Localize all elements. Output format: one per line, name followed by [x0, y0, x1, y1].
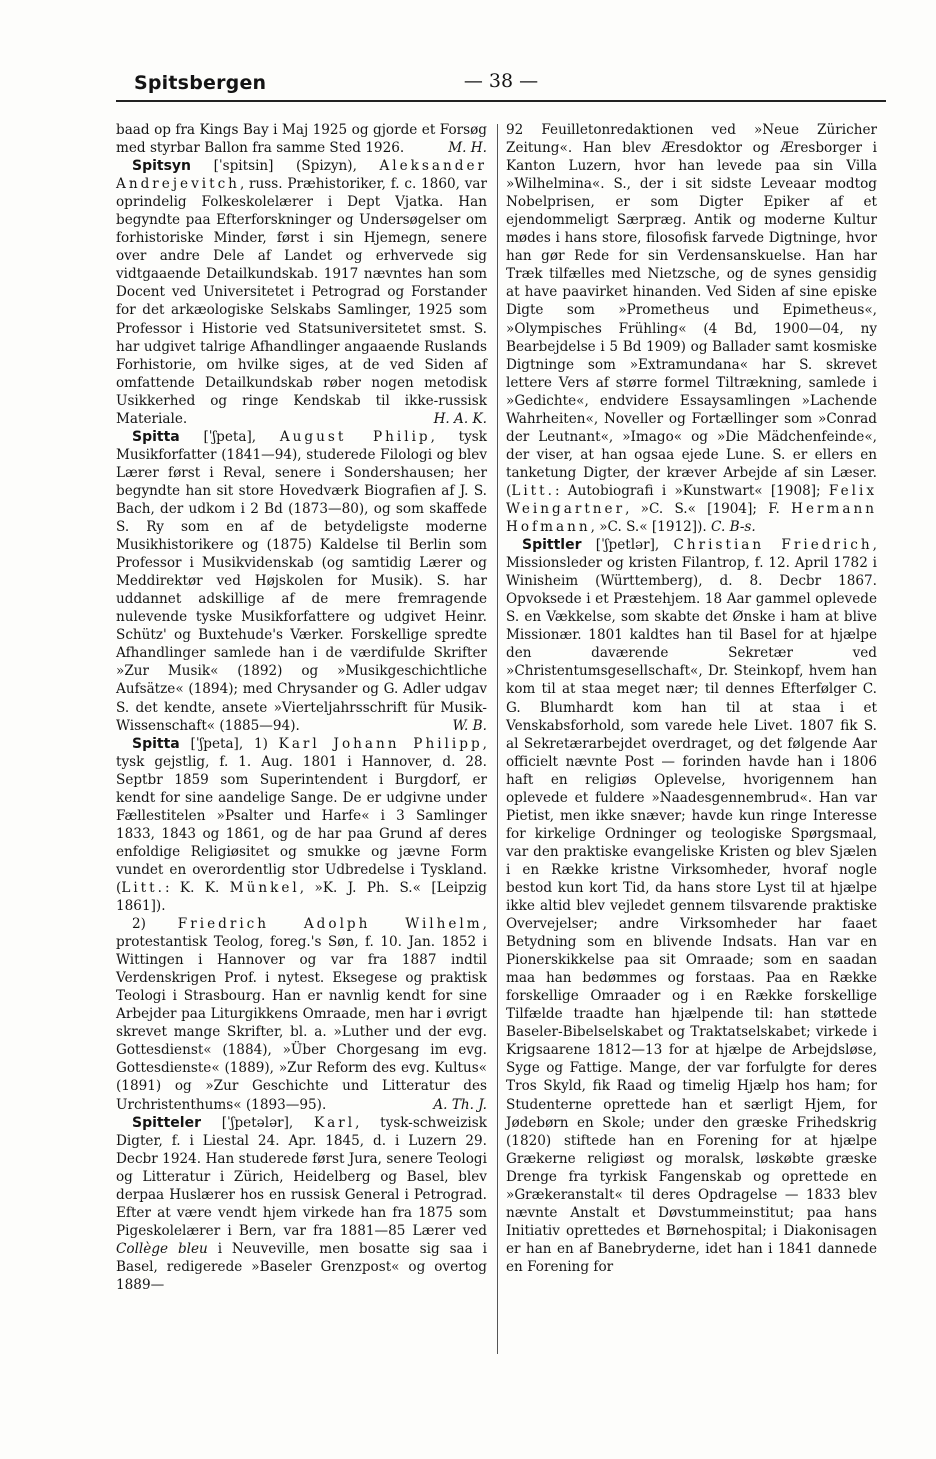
entry-text: i Neuveville, men bosatte sig saa i Basel, redigerede »Baseler Grenzpost« og overtog 1889—: [116, 1240, 487, 1293]
headword: Spitta: [132, 428, 180, 445]
headword: Spitteler: [132, 1114, 201, 1131]
entry-text: , russ. Præhistoriker, f. c. 1860, var oprindelig Folkeskolelærer i Dept Vjatka. Han begyndte paa Efterforskninger og Undersøgelser om forhistoriske Minder, først i sin Hjemegn, senere over andre Dele af Landet og erhvervede sig vidtgaaende Detailkundskab. 1917 nævntes han som Docent ved Universitetet i Petrograd og Forstander for det arkæologiske Selskabs Samlinger, 1925 som Professor i Historie ved Statsuniversitetet smst. S. har udgivet talrige Afhandlinger angaaende Ruslands Forhistorie, om hvilke siges, at de ved Siden af omfattende Detailkundskab røber nogen metodisk Usikkerhed og ringe Kendskab til ikke-russisk Materiale.: [116, 176, 487, 427]
italic-title: Collège bleu: [116, 1240, 208, 1257]
litt-label: Litt.: [121, 879, 165, 896]
entry-continuation: [506, 121, 877, 536]
spaced-names: Karl: [314, 1114, 356, 1131]
pronunciation: [ˈʃpeta], 1): [179, 735, 279, 752]
entry-spittler: [506, 536, 877, 1276]
entry-text: , »K. J. Ph. S.« [Leipzig 1861]).: [116, 879, 487, 915]
entry-text: 92 Feuilletonredaktionen ved »Neue Züricher Zeitung«. Han blev Æresdoktor og Æresborger i Kanton Luzern, hvor han levede paa sin Villa »Wilhelmina«. S., der i sit sidste Leveaar modtog Nobelprisen, er som Digter Epiker af et ejendommeligt Særpræg. Antik og moderne Kultur mødes i hans store, filosofisk farvede Digtninge, hvor han gør Rede for sin Verdensanskuelse. Han har Træk tilfælles med Nietzsche, og de synes gensidig at have paavirket hinanden. Ved Siden af sine episke Digte som »Prometheus und Epimetheus«, »Olympisches Frühling« (4 Bd, 1900—04, ny Bearbejdelse i 5 Bd 1909) og Ballader samt kosmiske Digtninge som »Extramundana« har S. skrevet lettere Vers af større formel Tiltrækning, samlede i »Gedichte«, endvidere Essaysamlingen »Lachende Wahrheiten«, Noveller og Fortællinger som »Conrad der Leutnant«, »Imago« og »Die Mädchenfeinde«, der viser, at han ogsaa ejede Lune. S. er ellers en tanketung Digter, der kræver Arbejde af sin Læser. (: [506, 122, 877, 499]
spaced-names: Christian Friedrich: [673, 537, 873, 554]
spaced-names: August Philip: [279, 428, 431, 445]
page-number: — 38 —: [463, 70, 539, 92]
author-signature: W. B.: [452, 717, 487, 734]
entry-text: baad op fra Kings Bay i Maj 1925 og gjorde et Forsøg med styrbar Ballon fra samme Sted 1926.: [116, 122, 487, 157]
spaced-names: Aleksander Andrejevitch: [116, 158, 487, 193]
litt-label: Litt.: [511, 482, 555, 499]
entry-spitta-karl: [116, 735, 487, 915]
author-signature: A. Th. J.: [433, 1096, 487, 1113]
pronunciation: [ˈspitsin] (Spizyn),: [191, 158, 380, 175]
spaced-names: Münkel: [229, 879, 300, 896]
headword: Spitsyn: [132, 158, 192, 175]
entry-text: , tysk-schweizisk Digter, f. i Liestal 24. Apr. 1845, d. i Luzern 29. Decbr 1924. Han studerede først Jura, senere Teologi og Litteratur i Zürich, Heidelberg og Basel, blev derpaa Huslærer hos en russisk General i Petrograd. Efter at være vendt hjem virkede han fra 1875 som Pigeskolelærer i Bern, var fra 1881—85 Lærer ved: [116, 1114, 487, 1239]
entry-text: , »C. S.« [1912]).: [590, 519, 712, 536]
entry-text: , tysk gejstlig, f. 1. Aug. 1801 i Hannover, d. 28. Septbr 1859 som Superintendent i Burgdorf, er kendt for sine aandelige Sange. De er udgivne under Fællestitelen »Psalter und Harfe« i 3 Samlinger 1833, 1843 og 1861, og de har paa Grund af deres enfoldige Religiøsitet og smukke og jævne Form vundet en overordentlig stor Udbredelse i Tyskland. (: [116, 735, 487, 896]
entry-spitta-friedrich: [116, 915, 487, 1114]
headword: Spitta: [132, 735, 180, 752]
entry-spitteler: [116, 1114, 487, 1294]
spaced-names: Karl Johann Philipp: [278, 735, 483, 752]
running-title: Spitsbergen: [134, 72, 267, 94]
entry-text: , »C. S.« [1904]; F.: [625, 500, 792, 517]
entry-spitsyn: [116, 157, 487, 428]
author-signature: C. B-s.: [711, 519, 756, 536]
right-column: [506, 121, 877, 1276]
author-signature: H. A. K.: [433, 410, 487, 427]
pronunciation: [ˈʃpetlər],: [581, 537, 674, 554]
pronunciation: [ˈʃpetələr],: [200, 1114, 314, 1131]
entry-text: , tysk Musikforfatter (1841—94), studerede Filologi og blev Lærer først i Reval, senere i Sondershausen; her begyndte han sit store Hovedværk Biografien af J. S. Bach, der udkom i 2 Bd (1873—80), og som skaffede S. Ry som en af de betydeligste moderne Musikhistorikere og (1875) Kaldelse til Berlin som Professor i Musikvidenskab (og samtidig Lærer og Meddirektør ved Højskolen for Musik). S. har uddannet adskillige af de mere fremragende nulevende tyske Musikforfattere og udgivet Heinr. Schütz' og Buxtehude's Værker. Forskellige spredte Afhandlinger samlede han i de værdifulde Skrifter »Zur Musik« (1892) og »Musikgeschichtliche Aufsätze« (1894); med Chrysander og G. Adler udgav S. det kendte, ansete »Vierteljahrsschrift für Musik-Wissenschaft« (1885—94).: [116, 428, 487, 734]
entry-spitta-august: [116, 428, 487, 735]
entry-text: : K. K.: [164, 879, 230, 896]
headword: Spittler: [522, 537, 582, 554]
spaced-names: Friedrich Adolph Wilhelm: [177, 916, 483, 933]
entry-text: , protestantisk Teolog, foreg.'s Søn, f. 10. Jan. 1852 i Wittingen i Hannover og var fra 1887 indtil Verdenskrigen Prof. i nytest. Eksegese og praktisk Teologi i Strasbourg. Han er navnlig kendt for sine Arbejder paa Liturgikkens Omraade, men har i øvrigt skrevet mange Skrifter, bl. a. »Luther und der evg. Gottesdienst« (1884), »Über Chorgesang im evg. Gottesdienste« (1889), »Zur Reform des evg. Kultus« (1891) og »Zur Geschichte und Litteratur des Urchristenthums« (1893—95).: [116, 916, 487, 1113]
pronunciation: [ˈʃpeta],: [179, 428, 280, 445]
entry-number: 2): [132, 916, 178, 933]
author-signature: M. H.: [448, 140, 487, 157]
spaced-names: Felix Weingartner: [506, 482, 877, 517]
entry-text: , Missionsleder og kristen Filantrop, f. 12. April 1782 i Winisheim (Württemberg), d. 8. Decbr 1867. Opvoksede i et Præstehjem. 18 Aar gammel oplevede S. en Vækkelse, som skabte det Ønske i ham at blive Missionær. 1801 kaldtes han til Basel for at hjælpe den daværende Sekretær ved »Christentumsgesellschaft«, Dr. Steinkopf, hvem han kom til at staa meget nær; til dennes Efterfølger C. G. Blumhardt kom han til at staa i et Venskabsforhold, som varede hele Livet. 1807 fik S. al Sekretærarbejdet overdraget, og det følgende Aar officielt nævnte Post — forinden havde han i 1806 haft en religiøs Oplevelse, hvorigennem han oplevede et fuldere »Naadesgennembrud«. Han var Pietist, men ikke snæver; havde kun ringe Interesse for kirkelige Ordninger og teologiske Spørgsmaal, var den praktiske evangeliske Kristen og blev Sjælen i en Række kristne Virksomheder, hvoraf nogle bestod kun kort Tid, da hans store Lyst til at hjælpe ikke altid blev vejledet gennem tilsvarende praktiske Overvejelser; andre Virksomheder har faaet Betydning som en blivende Indsats. Han var en Pionerskikkelse paa sit Omraade; som en saadan maa han bedømmes og forstaas. Paa en Række forskellige Omraader og i en Række forskellige Tilfælde traadte han hjælpende til: han støttede Baseler-Bibelselskabet og Traktatselskabet; virkede i Krigsaarene 1812—13 for at hjælpe de Arbejdsløse, Syge og Fattige. Mange, der var forfulgte for deres Tros Skyld, fik Raad og timelig Hjælp hos ham; for Studenterne oprettede han et særligt Hjem, for Jødebørn en Skole; under den græske Frihedskrig (1820) stiftede han en Forening for at hjælpe Grækerne religiøst og moralsk, løskøbte græske Drenge fra tyrkisk Fangenskab og oprettede en »Grækeranstalt« til deres Opdragelse — 1833 blev nævnte Anstalt et Døvstummeinstitut; paa hans Initiativ oprettedes et Børnehospital; i Diakonisagen er han en af Banebryderne, idet han i 1841 dannede en Forening for: [506, 537, 877, 1275]
spaced-names: Hermann Hofmann: [506, 500, 877, 536]
entry-continuation: [116, 121, 487, 157]
entry-text: : Autobiografi i »Kunstwart« [1908];: [554, 482, 829, 499]
column-divider: [497, 124, 498, 1354]
running-header: [116, 64, 886, 102]
left-column: [116, 121, 487, 1294]
